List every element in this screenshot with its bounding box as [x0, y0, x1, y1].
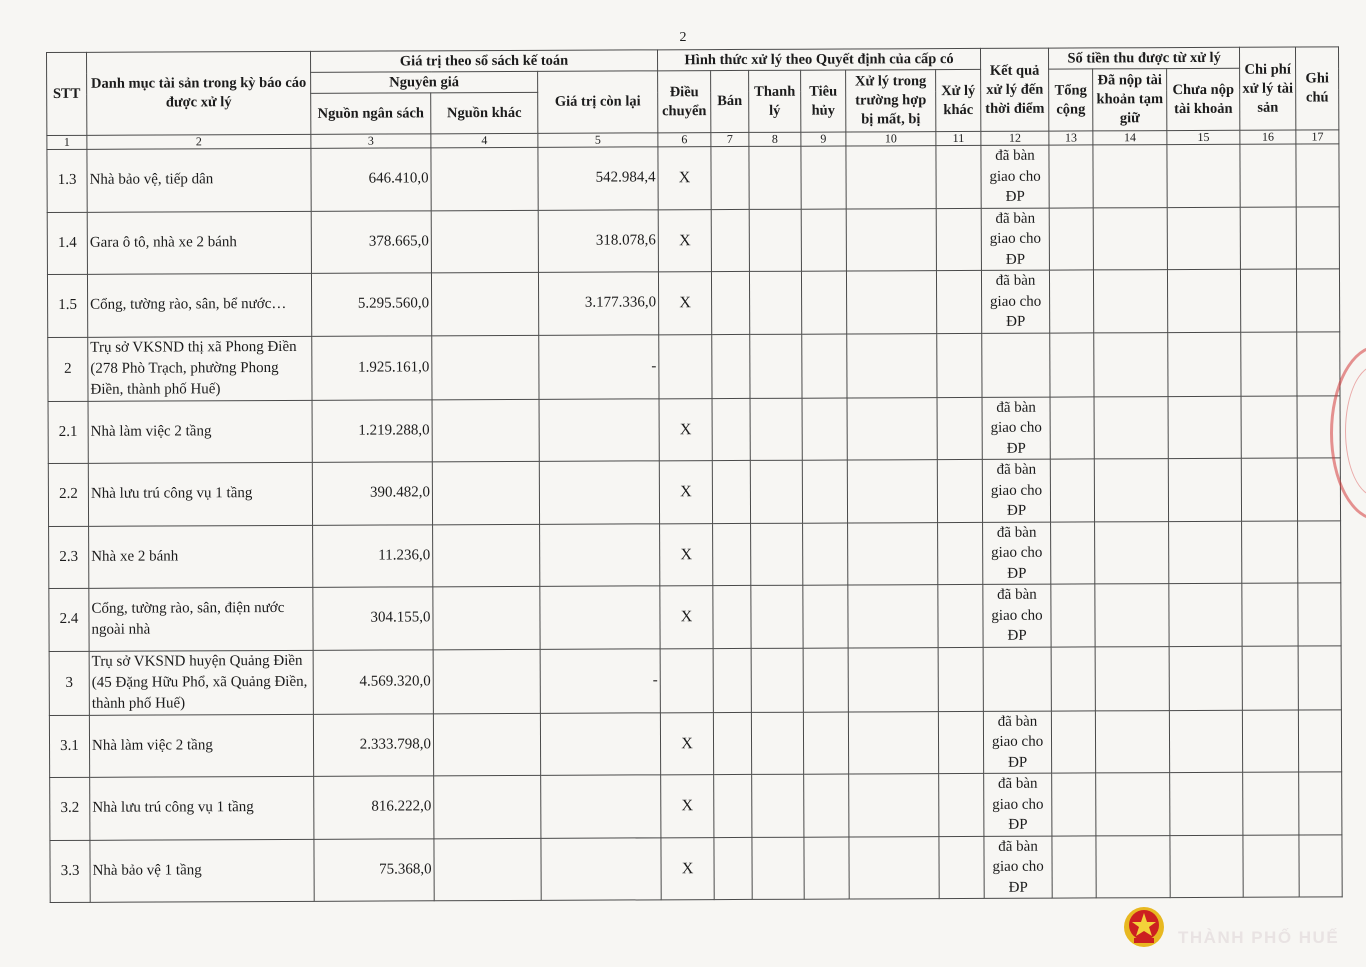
- row-other: [936, 145, 981, 208]
- row-stt: 3.1: [49, 715, 89, 778]
- row-residual-value: [541, 837, 661, 900]
- row-total: [1051, 710, 1095, 773]
- col-transfer: Điều chuyển: [658, 71, 711, 133]
- row-residual-value: -: [539, 334, 659, 399]
- row-total: [1050, 332, 1094, 396]
- row-stt: 1.3: [47, 149, 87, 212]
- row-stt: 3.2: [50, 777, 90, 840]
- row-transfer-mark: X: [660, 712, 713, 775]
- row-transfer-mark: X: [661, 775, 714, 838]
- row-transfer-mark: X: [658, 147, 711, 210]
- col-result: Kết quả xử lý đến thời điểm: [981, 48, 1049, 131]
- row-unpaid: [1169, 521, 1242, 584]
- row-liquidation: [752, 774, 804, 837]
- row-paid: [1094, 270, 1168, 333]
- row-result: đã bàn giao cho ĐP: [983, 522, 1051, 585]
- state-emblem-icon: [1122, 905, 1166, 949]
- col-num: 4: [431, 133, 538, 147]
- row-residual-value: [540, 586, 660, 649]
- row-asset-name: Nhà lưu trú công vụ 1 tầng: [88, 462, 312, 525]
- row-destruction: [802, 334, 847, 398]
- row-asset-name: Cổng, tường rào, sân, điện nước ngoài nhà: [89, 587, 313, 650]
- row-budget-value: 5.295.560,0: [311, 273, 431, 336]
- row-liquidation: [751, 712, 803, 775]
- row-other-source: [432, 399, 539, 462]
- table-row: [49, 583, 1341, 651]
- row-unpaid: [1168, 458, 1241, 521]
- row-unpaid: [1167, 207, 1240, 270]
- row-paid: [1094, 396, 1168, 459]
- col-num: 7: [711, 132, 749, 146]
- row-budget-value: 4.569.320,0: [313, 649, 433, 714]
- row-sale: [712, 334, 750, 398]
- col-num: 9: [801, 132, 846, 146]
- row-liquidation: [751, 523, 803, 586]
- row-paid: [1095, 710, 1169, 773]
- row-transfer-mark: X: [658, 209, 711, 272]
- row-residual-value: 3.177.336,0: [538, 272, 658, 335]
- row-liquidation: [749, 146, 801, 209]
- row-unpaid: [1168, 396, 1241, 459]
- row-loss: [848, 522, 938, 585]
- row-other-source: [433, 713, 540, 776]
- table-row: [49, 520, 1341, 588]
- row-other-source: [434, 775, 541, 838]
- row-other-source: [434, 838, 541, 901]
- row-budget-value: 304.155,0: [313, 587, 433, 650]
- row-note: [1296, 144, 1339, 207]
- row-budget-value: 816.222,0: [314, 776, 434, 839]
- row-residual-value: 542.984,4: [538, 147, 658, 210]
- col-stt: STT: [47, 52, 87, 135]
- row-liquidation: [751, 585, 803, 648]
- row-stt: 2.1: [48, 401, 88, 464]
- row-destruction: [801, 271, 846, 334]
- row-cost: [1241, 269, 1297, 332]
- row-note: [1296, 206, 1339, 269]
- row-other: [938, 522, 983, 585]
- row-asset-name: Cổng, tường rào, sân, bể nước…: [87, 273, 311, 336]
- group-disposal-form: Hình thức xử lý theo Quyết định của cấp có: [658, 48, 981, 70]
- row-result: đã bàn giao cho ĐP: [981, 208, 1049, 271]
- row-unpaid: [1169, 583, 1242, 646]
- row-sale: [712, 398, 750, 461]
- row-total: [1051, 521, 1095, 584]
- row-unpaid: [1169, 710, 1242, 773]
- row-other-source: [433, 524, 540, 587]
- row-liquidation: [752, 837, 804, 900]
- row-residual-value: [540, 523, 660, 586]
- row-cost: [1243, 772, 1299, 835]
- row-note: [1298, 520, 1341, 583]
- table-row: [47, 144, 1339, 212]
- row-stt: 3: [49, 651, 89, 715]
- row-loss: [849, 836, 939, 899]
- row-note: [1297, 331, 1340, 395]
- col-budget: Nguồn ngân sách: [311, 93, 431, 135]
- row-asset-name: Nhà xe 2 bánh: [89, 525, 313, 588]
- row-budget-value: 390.482,0: [312, 462, 432, 525]
- row-result: đã bàn giao cho ĐP: [984, 773, 1052, 836]
- row-destruction: [803, 585, 848, 648]
- row-sale: [711, 146, 749, 209]
- row-residual-value: [541, 775, 661, 838]
- col-num: 5: [538, 133, 658, 148]
- col-liquidation: Thanh lý: [749, 70, 801, 132]
- row-other: [938, 711, 983, 774]
- row-transfer-mark: X: [660, 586, 713, 649]
- row-transfer-mark: X: [658, 272, 711, 335]
- row-result: đã bàn giao cho ĐP: [982, 397, 1050, 460]
- row-note: [1297, 269, 1340, 332]
- row-loss: [848, 647, 938, 711]
- row-other: [936, 270, 981, 333]
- row-result: đã bàn giao cho ĐP: [982, 270, 1050, 333]
- row-budget-value: 1.219.288,0: [312, 399, 432, 462]
- table-row: [47, 206, 1339, 274]
- row-residual-value: [539, 461, 659, 524]
- row-sale: [711, 209, 749, 272]
- row-total: [1052, 773, 1096, 836]
- col-cost: Chi phí xử lý tài sản: [1240, 47, 1296, 130]
- row-result: đã bàn giao cho ĐP: [983, 711, 1051, 774]
- row-unpaid: [1167, 144, 1240, 207]
- row-stt: 2.3: [49, 526, 89, 589]
- row-note: [1299, 834, 1342, 897]
- col-residual-value: Giá trị còn lại: [538, 71, 658, 134]
- row-total: [1051, 584, 1095, 647]
- row-unpaid: [1168, 332, 1241, 396]
- row-loss: [847, 333, 937, 397]
- row-result: đã bàn giao cho ĐP: [982, 459, 1050, 522]
- col-loss: Xử lý trong trường hợp bị mất, bị: [846, 70, 936, 132]
- row-note: [1298, 645, 1341, 709]
- col-num: 14: [1093, 131, 1167, 145]
- col-num: 16: [1240, 130, 1296, 144]
- row-total: [1049, 207, 1093, 270]
- col-num: 2: [87, 134, 311, 149]
- row-asset-name: Trụ sở VKSND huyện Quảng Điền (45 Đặng Hữu Phổ, xã Quảng Điền, thành phố Huế): [89, 650, 313, 715]
- row-cost: [1242, 710, 1298, 773]
- row-note: [1298, 709, 1341, 772]
- row-paid: [1093, 145, 1167, 208]
- group-book-value: Giá trị theo sổ sách kế toán: [310, 50, 657, 73]
- row-other-source: [431, 147, 538, 210]
- row-cost: [1242, 583, 1298, 646]
- col-num: 13: [1049, 131, 1093, 145]
- row-budget-value: 11.236,0: [313, 524, 433, 587]
- row-sale: [711, 271, 749, 334]
- col-asset-list: Danh mục tài sản trong kỳ báo cáo được xử lý: [87, 51, 311, 135]
- row-stt: 2.4: [49, 588, 89, 651]
- row-unpaid: [1170, 835, 1243, 898]
- row-sale: [713, 585, 751, 648]
- row-asset-name: Nhà bảo vệ 1 tầng: [90, 839, 314, 902]
- col-total: Tổng cộng: [1049, 69, 1093, 131]
- table-row: [50, 772, 1342, 840]
- row-unpaid: [1169, 646, 1242, 710]
- row-budget-value: 1.925.161,0: [312, 335, 432, 400]
- row-result: [983, 647, 1051, 711]
- row-other-source: [433, 649, 540, 713]
- col-num: 1: [47, 135, 87, 149]
- table-body: [47, 144, 1342, 903]
- col-other-source: Nguồn khác: [431, 92, 538, 133]
- col-num: 11: [936, 131, 981, 145]
- row-asset-name: Nhà làm việc 2 tầng: [89, 714, 313, 777]
- table-row: [47, 269, 1339, 337]
- row-other: [937, 459, 982, 522]
- row-loss: [848, 711, 938, 774]
- row-loss: [846, 208, 936, 271]
- row-sale: [714, 837, 752, 900]
- row-cost: [1241, 458, 1297, 521]
- col-unpaid: Chưa nộp tài khoản: [1167, 68, 1240, 130]
- table-row: [48, 395, 1340, 463]
- row-residual-value: [540, 712, 660, 775]
- table-row: [48, 458, 1340, 526]
- row-paid: [1093, 207, 1167, 270]
- row-asset-name: Gara ô tô, nhà xe 2 bánh: [87, 211, 311, 274]
- row-unpaid: [1170, 772, 1243, 835]
- row-other-source: [433, 586, 540, 649]
- row-asset-name: Trụ sở VKSND thị xã Phong Điền (278 Phò Trạch, phường Phong Điền, thành phố Huế): [88, 336, 312, 401]
- table-header: [47, 47, 1340, 150]
- row-destruction: [804, 837, 849, 900]
- row-asset-name: Nhà làm việc 2 tầng: [88, 400, 312, 463]
- row-paid: [1096, 773, 1170, 836]
- row-other: [937, 397, 982, 460]
- col-num: 10: [846, 132, 936, 146]
- row-stt: 2.2: [48, 463, 88, 526]
- row-total: [1050, 270, 1094, 333]
- row-other: [937, 333, 982, 397]
- row-note: [1299, 772, 1342, 835]
- row-other: [938, 584, 983, 647]
- row-sale: [713, 712, 751, 775]
- row-total: [1052, 835, 1096, 898]
- row-other-source: [431, 272, 538, 335]
- row-loss: [848, 585, 938, 648]
- row-transfer-mark: X: [660, 523, 713, 586]
- row-cost: [1241, 332, 1297, 396]
- col-num: 6: [658, 133, 711, 147]
- row-result: đã bàn giao cho ĐP: [984, 836, 1052, 899]
- row-budget-value: 378.665,0: [311, 210, 431, 273]
- group-original-cost: Nguyên giá: [311, 71, 538, 93]
- col-note: Ghi chú: [1296, 47, 1339, 130]
- asset-disposal-table: [46, 46, 1343, 903]
- row-total: [1051, 646, 1095, 710]
- row-note: [1298, 583, 1341, 646]
- row-other: [939, 773, 984, 836]
- row-destruction: [802, 460, 847, 523]
- row-liquidation: [749, 209, 801, 272]
- row-liquidation: [751, 648, 803, 712]
- row-cost: [1242, 646, 1298, 710]
- row-asset-name: Nhà lưu trú công vụ 1 tầng: [90, 776, 314, 839]
- row-other: [939, 836, 984, 899]
- row-budget-value: 2.333.798,0: [313, 713, 433, 776]
- row-destruction: [801, 146, 846, 209]
- row-liquidation: [749, 271, 801, 334]
- footer-watermark-text: THÀNH PHỐ HUẾ: [1178, 928, 1340, 947]
- col-destruction: Tiêu hủy: [801, 70, 846, 132]
- row-cost: [1240, 144, 1296, 207]
- row-total: [1050, 396, 1094, 459]
- col-num: 15: [1167, 130, 1240, 144]
- row-result: đã bàn giao cho ĐP: [983, 584, 1051, 647]
- row-transfer-mark: X: [659, 461, 712, 524]
- row-sale: [713, 523, 751, 586]
- row-cost: [1242, 521, 1298, 584]
- row-paid: [1095, 646, 1169, 710]
- row-paid: [1096, 835, 1170, 898]
- row-other-source: [431, 210, 538, 273]
- row-other-source: [432, 461, 539, 524]
- row-total: [1049, 145, 1093, 208]
- table-row: [50, 834, 1342, 902]
- row-destruction: [803, 523, 848, 586]
- row-other: [936, 208, 981, 271]
- group-proceeds: Số tiền thu được từ xử lý: [1049, 47, 1240, 69]
- row-destruction: [801, 209, 846, 272]
- row-asset-name: Nhà bảo vệ, tiếp dân: [87, 148, 311, 211]
- row-paid: [1095, 521, 1169, 584]
- row-result: đã bàn giao cho ĐP: [981, 145, 1049, 208]
- col-num: 12: [981, 131, 1049, 145]
- row-residual-value: 318.078,6: [538, 209, 658, 272]
- row-liquidation: [750, 398, 802, 461]
- row-transfer-mark: [660, 648, 713, 712]
- table-row: [49, 645, 1341, 715]
- row-liquidation: [750, 460, 802, 523]
- row-unpaid: [1168, 269, 1241, 332]
- row-cost: [1240, 207, 1296, 270]
- row-other-source: [432, 335, 539, 399]
- row-loss: [849, 774, 939, 837]
- row-transfer-mark: X: [659, 398, 712, 461]
- table-row: [48, 331, 1340, 401]
- row-transfer-mark: X: [661, 837, 714, 900]
- row-cost: [1241, 396, 1297, 459]
- row-other: [938, 647, 983, 711]
- col-num: 3: [311, 134, 431, 149]
- row-destruction: [802, 398, 847, 461]
- col-paid: Đã nộp tài khoản tạm giữ: [1093, 69, 1167, 131]
- row-destruction: [803, 648, 848, 712]
- row-stt: 1.5: [47, 274, 87, 337]
- row-destruction: [804, 774, 849, 837]
- row-budget-value: 646.410,0: [311, 148, 431, 211]
- row-paid: [1094, 459, 1168, 522]
- row-total: [1050, 459, 1094, 522]
- col-num: 17: [1296, 130, 1339, 144]
- col-num: 8: [749, 132, 801, 146]
- row-residual-value: -: [540, 648, 660, 713]
- table-row: [49, 709, 1341, 777]
- row-stt: 2: [48, 337, 88, 401]
- col-other: Xử lý khác: [936, 69, 981, 131]
- row-cost: [1243, 835, 1299, 898]
- row-budget-value: 75.368,0: [314, 838, 434, 901]
- row-liquidation: [750, 334, 802, 398]
- row-transfer-mark: [659, 334, 712, 398]
- row-loss: [846, 146, 936, 209]
- row-loss: [847, 397, 937, 460]
- row-sale: [713, 648, 751, 712]
- row-residual-value: [539, 398, 659, 461]
- row-stt: 1.4: [47, 212, 87, 275]
- row-paid: [1094, 332, 1168, 396]
- col-sale: Bán: [711, 70, 749, 132]
- row-result: [982, 333, 1050, 397]
- row-paid: [1095, 584, 1169, 647]
- row-destruction: [803, 712, 848, 775]
- row-sale: [712, 460, 750, 523]
- row-stt: 3.3: [50, 840, 90, 903]
- row-loss: [847, 460, 937, 523]
- page-number: 2: [679, 30, 687, 45]
- row-sale: [714, 774, 752, 837]
- row-loss: [846, 271, 936, 334]
